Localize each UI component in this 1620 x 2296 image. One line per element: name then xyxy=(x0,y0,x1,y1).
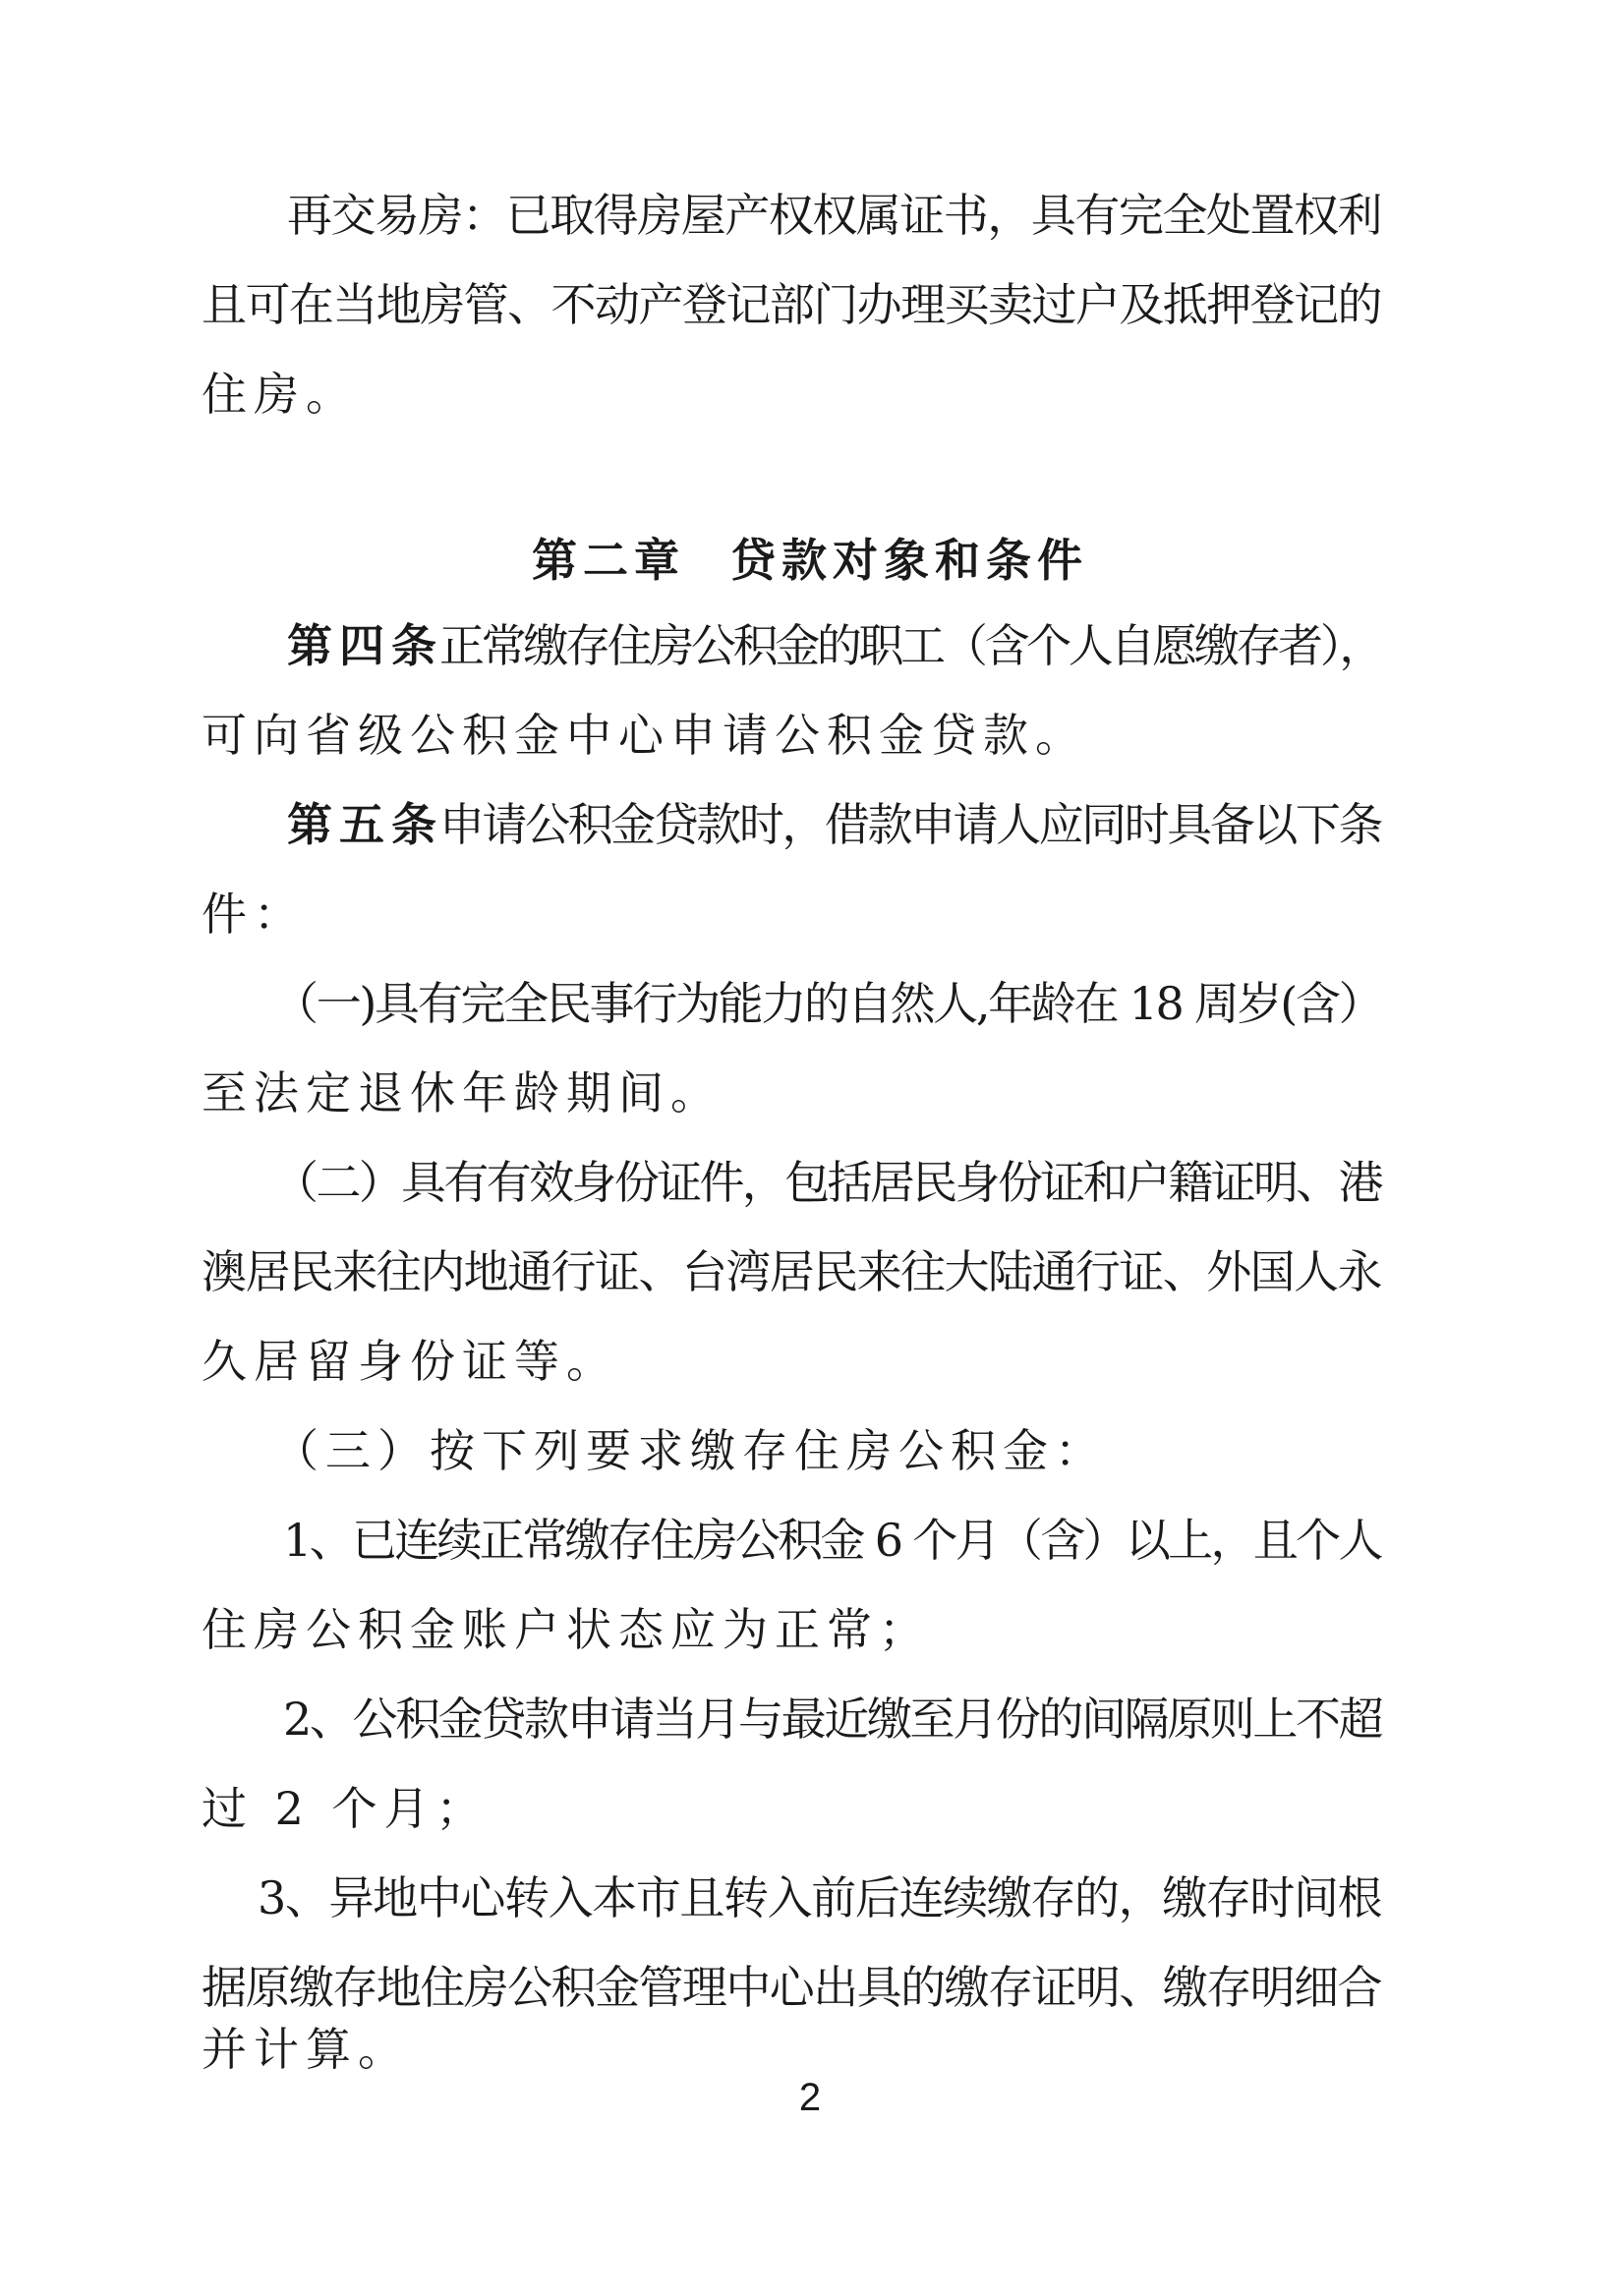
sub-item-text: 据原缴存地住房公积金管理中心出具的缴存证明、缴存明细合 xyxy=(202,1961,1382,2014)
article-text: 可向省级公积金中心申请公积金贷款。 xyxy=(202,709,1087,762)
sub-item-text: 1、已连续正常缴存住房公积金 6 个月（含）以上，且个人 xyxy=(283,1514,1381,1567)
article-label: 第五条 xyxy=(287,798,443,851)
list-item-text: （二）具有有效身份证件，包括居民身份证和户籍证明、港 xyxy=(273,1156,1382,1209)
article-text: 正常缴存住房公积金的职工（含个人自愿缴存者）， xyxy=(439,619,1382,672)
list-item-line xyxy=(0,1242,1620,1301)
sub-item-line xyxy=(0,1511,1620,1570)
article-text: 申请公积金贷款时，借款申请人应同时具备以下条 xyxy=(439,798,1381,851)
paragraph-line xyxy=(0,186,1620,245)
article-line xyxy=(0,616,1620,675)
sub-item-text: 3、异地中心转入本市且转入前后连续缴存的，缴存时间根 xyxy=(258,1871,1382,1924)
list-item-text: 久居留身份证等。 xyxy=(202,1335,618,1388)
sub-item-line xyxy=(0,1600,1620,1659)
article-line xyxy=(0,706,1620,765)
sub-item-text: 过 2 个月； xyxy=(202,1782,489,1835)
list-item-line xyxy=(0,1063,1620,1122)
chapter-heading xyxy=(0,531,1620,590)
chapter-number: 第二章 xyxy=(532,534,685,587)
list-item-line xyxy=(0,974,1620,1033)
article-line xyxy=(0,795,1620,854)
sub-item-text: 住房公积金账户状态应为正常； xyxy=(202,1603,931,1656)
paragraph-text: 住房。 xyxy=(202,368,358,421)
paragraph-text: 再交易房：已取得房屋产权权属证书，具有完全处置权利 xyxy=(287,189,1382,242)
sub-item-line xyxy=(0,1779,1620,1838)
sub-item-line xyxy=(0,2020,1620,2079)
page-number: 2 xyxy=(798,2076,822,2119)
sub-item-text: 并计算。 xyxy=(202,2023,410,2076)
list-item-text: 澳居民来往内地通行证、台湾居民来往大陆通行证、外国人永 xyxy=(202,1245,1382,1298)
list-item-line xyxy=(0,1332,1620,1391)
sub-item-text: 2、公积金贷款申请当月与最近缴至月份的间隔原则上不超 xyxy=(283,1693,1382,1746)
list-item-line xyxy=(0,1421,1620,1480)
paragraph-line xyxy=(0,275,1620,334)
sub-item-line xyxy=(0,1868,1620,1927)
sub-item-line xyxy=(0,1958,1620,2017)
paragraph-text: 且可在当地房管、不动产登记部门办理买卖过户及抵押登记的 xyxy=(202,278,1382,331)
sub-item-line xyxy=(0,1690,1620,1749)
article-line xyxy=(0,885,1620,944)
paragraph-line xyxy=(0,365,1620,424)
list-item-text: （三）按下列要求缴存住房公积金： xyxy=(273,1424,1107,1477)
list-item-line xyxy=(0,1153,1620,1212)
chapter-title: 贷款对象和条件 xyxy=(730,534,1088,587)
article-label: 第四条 xyxy=(287,619,443,672)
list-item-text: （一)具有完全民事行为能力的自然人,年龄在 18 周岁(含） xyxy=(273,977,1382,1030)
article-text: 件： xyxy=(202,888,306,941)
list-item-text: 至法定退休年龄期间。 xyxy=(202,1066,723,1119)
